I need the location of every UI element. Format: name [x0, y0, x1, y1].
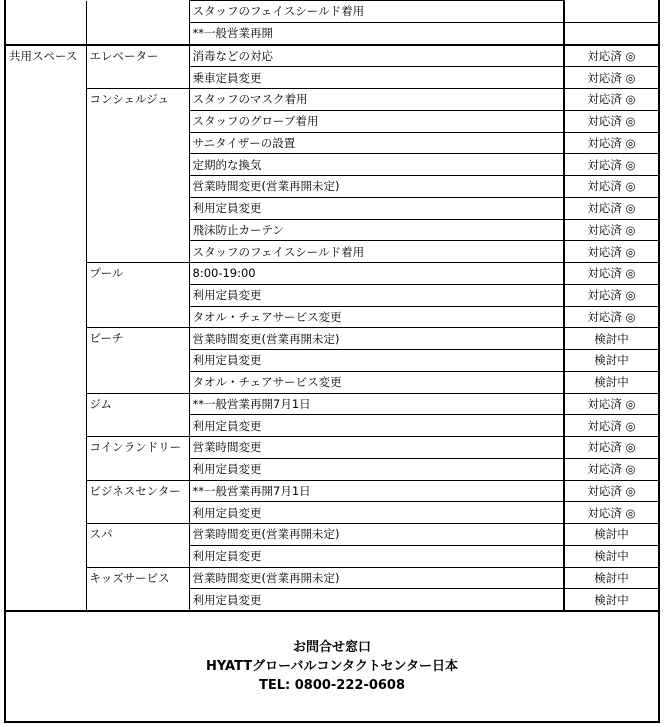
subcategory-cell [86, 176, 189, 198]
table-row [6, 263, 658, 285]
measure-cell: **一般営業再開7月1日 [189, 393, 564, 415]
contact-phone: TEL: 0800-222-0608 [258, 678, 406, 693]
measure-cell: 定期的な換気 [189, 154, 564, 176]
status-cell: 検討中 [564, 524, 658, 546]
status-cell: 検討中 [564, 350, 658, 372]
subcategory-cell [86, 132, 189, 154]
subcategory-cell: ビーチ [86, 328, 189, 350]
category-cell [6, 567, 86, 589]
status-cell: 対応済 ◎ [564, 263, 658, 285]
measure-cell: 利用定員変更 [189, 502, 564, 524]
category-cell [6, 458, 86, 480]
table-row [6, 393, 658, 415]
category-cell: 共用スペース [6, 45, 86, 67]
table-row [6, 241, 658, 263]
category-cell [6, 371, 86, 393]
table-row [6, 589, 658, 611]
measure-cell: 乗車定員変更 [189, 67, 564, 89]
table-row [6, 67, 658, 89]
table-row [6, 89, 658, 111]
category-cell [6, 22, 86, 44]
measure-cell: 消毒などの対応 [189, 45, 564, 67]
table-row [6, 306, 658, 328]
measure-cell: 営業時間変更(営業再開未定) [189, 328, 564, 350]
subcategory-cell [86, 1, 189, 23]
measure-cell: 営業時間変更(営業再開未定) [189, 567, 564, 589]
category-cell [6, 502, 86, 524]
measure-cell: 営業時間変更 [189, 437, 564, 459]
table-row [6, 371, 658, 393]
measure-cell: スタッフのマスク着用 [189, 89, 564, 111]
measure-cell: 利用定員変更 [189, 350, 564, 372]
table-row [6, 176, 658, 198]
subcategory-cell [86, 306, 189, 328]
status-cell: 対応済 ◎ [564, 219, 658, 241]
table-row [6, 197, 658, 219]
category-cell [6, 132, 86, 154]
status-cell: 対応済 ◎ [564, 241, 658, 263]
measure-cell: タオル・チェアサービス変更 [189, 306, 564, 328]
category-cell [6, 545, 86, 567]
subcategory-cell [86, 502, 189, 524]
category-cell [6, 284, 86, 306]
table-row [6, 154, 658, 176]
table-row [6, 1, 658, 23]
subcategory-cell [86, 67, 189, 89]
subcategory-cell: ジム [86, 393, 189, 415]
category-cell [6, 524, 86, 546]
status-cell: 対応済 ◎ [564, 154, 658, 176]
table-row [6, 524, 658, 546]
category-cell [6, 589, 86, 611]
subcategory-cell: エレベーター [86, 45, 189, 67]
status-cell: 対応済 ◎ [564, 132, 658, 154]
table-row [6, 415, 658, 437]
measures-table-body [6, 1, 658, 612]
category-cell [6, 306, 86, 328]
table-row [6, 350, 658, 372]
table-row [6, 45, 658, 67]
category-cell [6, 437, 86, 459]
table-row [6, 480, 658, 502]
status-cell: 検討中 [564, 371, 658, 393]
measure-cell: 営業時間変更(営業再開未定) [189, 524, 564, 546]
category-cell [6, 263, 86, 285]
status-cell: 対応済 ◎ [564, 110, 658, 132]
table-row [6, 110, 658, 132]
table-row [6, 132, 658, 154]
status-cell: 検討中 [564, 589, 658, 611]
subcategory-cell [86, 22, 189, 44]
status-cell: 対応済 ◎ [564, 45, 658, 67]
status-cell: 対応済 ◎ [564, 437, 658, 459]
category-cell [6, 197, 86, 219]
status-cell: 対応済 ◎ [564, 176, 658, 198]
status-cell: 対応済 ◎ [564, 67, 658, 89]
table-row [6, 219, 658, 241]
status-cell: 対応済 ◎ [564, 415, 658, 437]
status-cell: 対応済 ◎ [564, 480, 658, 502]
subcategory-cell [86, 589, 189, 611]
subcategory-cell [86, 284, 189, 306]
table-row [6, 328, 658, 350]
status-cell: 対応済 ◎ [564, 306, 658, 328]
category-cell [6, 110, 86, 132]
status-cell [564, 1, 658, 23]
subcategory-cell: キッズサービス [86, 567, 189, 589]
status-cell: 対応済 ◎ [564, 393, 658, 415]
table-row [6, 22, 658, 44]
category-cell [6, 176, 86, 198]
subcategory-cell: スパ [86, 524, 189, 546]
category-cell [6, 328, 86, 350]
measure-cell: 利用定員変更 [189, 458, 564, 480]
subcategory-cell: プール [86, 263, 189, 285]
subcategory-cell: コンシェルジュ [86, 89, 189, 111]
subcategory-cell [86, 371, 189, 393]
status-cell: 対応済 ◎ [564, 197, 658, 219]
contact-center-name: HYATTグローバルコンタクトセンター日本 [205, 659, 459, 674]
contact-title: お問合せ窓口 [292, 640, 371, 655]
measure-cell: 営業時間変更(営業再開未定) [189, 176, 564, 198]
status-cell [564, 22, 658, 44]
table-row [6, 545, 658, 567]
category-cell [6, 1, 86, 23]
measure-cell: **一般営業再開7月1日 [189, 480, 564, 502]
contact-footer [6, 612, 658, 721]
subcategory-cell [86, 415, 189, 437]
measure-cell: 利用定員変更 [189, 284, 564, 306]
measure-cell: タオル・チェアサービス変更 [189, 371, 564, 393]
table-row [6, 567, 658, 589]
subcategory-cell [86, 545, 189, 567]
subcategory-cell: ビジネスセンター [86, 480, 189, 502]
subcategory-cell [86, 241, 189, 263]
category-cell [6, 480, 86, 502]
category-cell [6, 154, 86, 176]
status-cell: 対応済 ◎ [564, 502, 658, 524]
measure-cell: スタッフのフェイスシールド着用 [189, 1, 564, 23]
status-cell: 検討中 [564, 567, 658, 589]
subcategory-cell [86, 219, 189, 241]
subcategory-cell [86, 458, 189, 480]
table-row [6, 284, 658, 306]
category-cell [6, 350, 86, 372]
category-cell [6, 241, 86, 263]
measure-cell: サニタイザーの設置 [189, 132, 564, 154]
subcategory-cell [86, 350, 189, 372]
measure-cell: 利用定員変更 [189, 197, 564, 219]
measures-table [6, 0, 658, 612]
status-cell: 検討中 [564, 328, 658, 350]
subcategory-cell [86, 110, 189, 132]
subcategory-cell [86, 197, 189, 219]
measure-cell: スタッフのフェイスシールド着用 [189, 241, 564, 263]
subcategory-cell: コインランドリー [86, 437, 189, 459]
measure-cell: 利用定員変更 [189, 545, 564, 567]
status-cell: 対応済 ◎ [564, 284, 658, 306]
category-cell [6, 89, 86, 111]
subcategory-cell [86, 154, 189, 176]
status-cell: 検討中 [564, 545, 658, 567]
table-row [6, 437, 658, 459]
status-cell: 対応済 ◎ [564, 458, 658, 480]
category-cell [6, 219, 86, 241]
category-cell [6, 393, 86, 415]
category-cell [6, 67, 86, 89]
status-cell: 対応済 ◎ [564, 89, 658, 111]
measure-cell: 利用定員変更 [189, 415, 564, 437]
facility-measures-sheet [4, 0, 660, 723]
category-cell [6, 415, 86, 437]
measure-cell: **一般営業再開 [189, 22, 564, 44]
measure-cell: 飛沫防止カーテン [189, 219, 564, 241]
measure-cell: 8:00-19:00 [189, 263, 564, 285]
table-row [6, 458, 658, 480]
measure-cell: スタッフのグローブ着用 [189, 110, 564, 132]
measure-cell: 利用定員変更 [189, 589, 564, 611]
table-row [6, 502, 658, 524]
